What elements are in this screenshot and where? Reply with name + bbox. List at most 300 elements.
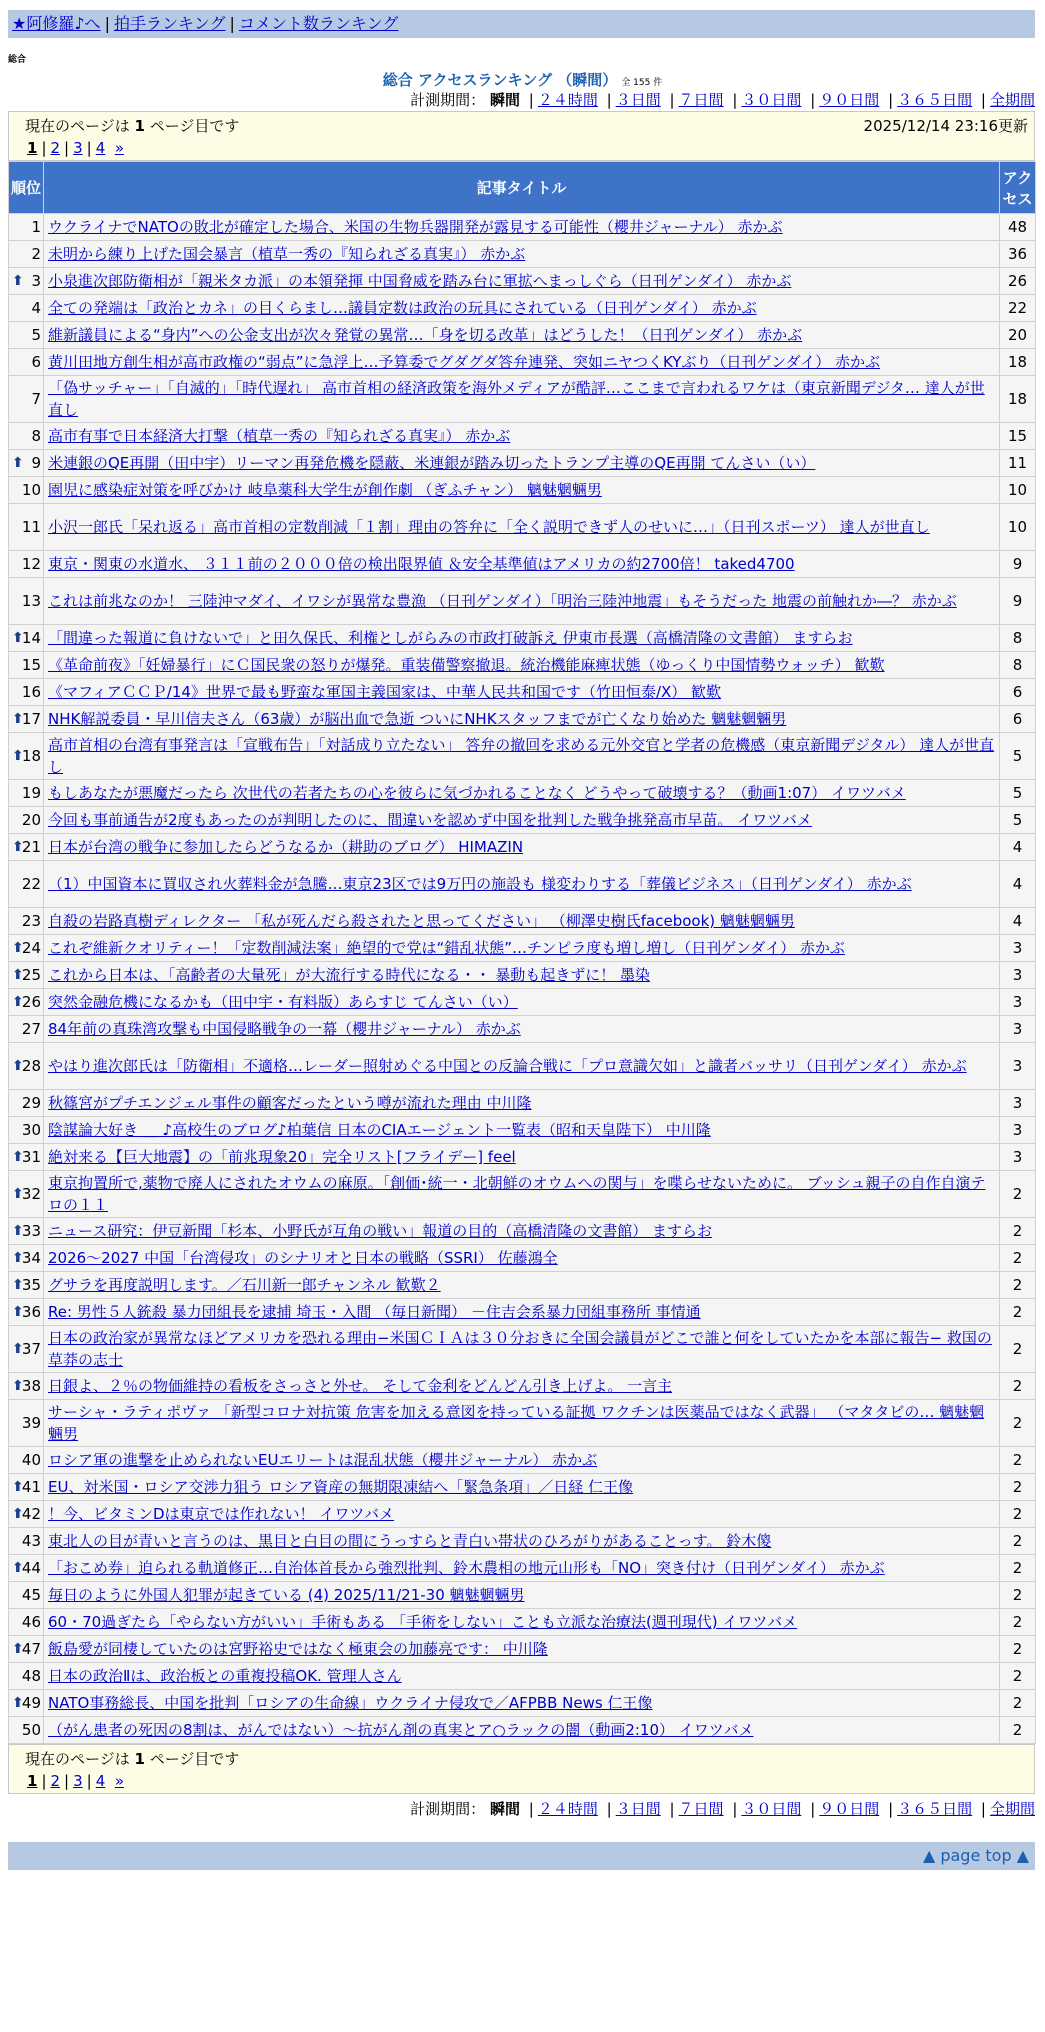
rank-number: 19 — [21, 784, 41, 802]
access-count: 4 — [1000, 861, 1036, 908]
table-row — [9, 1043, 1036, 1090]
title-cell — [44, 1245, 1000, 1272]
ranking-table-body — [9, 214, 1036, 1744]
title-cell — [44, 376, 1000, 423]
table-row — [9, 551, 1036, 578]
title-cell — [44, 1373, 1000, 1400]
rank-cell — [9, 652, 44, 679]
table-row — [9, 1016, 1036, 1043]
article-title-link[interactable]: 米連銀のQE再開（田中宇）リーマン再発危機を隠蔽、米連銀が踏み切ったトランプ主導のQE再開 てんさい（い） — [48, 454, 816, 472]
rank-cell — [9, 1245, 44, 1272]
rank-number: 16 — [21, 683, 41, 701]
table-row — [9, 908, 1036, 935]
rank-cell — [9, 578, 44, 625]
title-cell — [44, 733, 1000, 780]
table-row — [9, 625, 1036, 652]
article-title-link[interactable]: 陰謀論大好き ＿ ♪高校生のブログ♪柏葉信 日本のCIAエージェント一覧表（昭和天皇陛下） 中川隆 — [48, 1121, 711, 1139]
up-arrow-icon: ⬆ — [12, 1058, 24, 1074]
access-count: 9 — [1000, 551, 1036, 578]
pager-top: 1 | 2 | 3 | 4 » — [27, 139, 124, 157]
article-title-link[interactable]: 今回も事前通告が2度もあったのが判明したのに、間違いを認めず中国を批判した戦争挑発高市早苗。 イワツバメ — [48, 811, 812, 829]
title-cell — [44, 1117, 1000, 1144]
article-title-link[interactable]: 2026〜2027 中国「台湾侵攻」のシナリオと日本の戦略（SSRI） 佐藤鴻全 — [48, 1249, 558, 1267]
rank-number: 46 — [21, 1613, 41, 1631]
up-arrow-icon: ⬆ — [12, 1304, 24, 1320]
rank-number: 29 — [21, 1094, 41, 1112]
table-row — [9, 679, 1036, 706]
article-title-link[interactable]: サーシャ・ラティポヴァ 「新型コロナ対抗策 危害を加える意図を持っている証拠 ワクチンは医薬品ではなく武器」 （マタタビの… 魑魅魍魎男 — [48, 1403, 985, 1443]
page-info-box-bottom — [8, 1744, 1035, 1794]
article-title-link[interactable]: 東京拘置所で,薬物で廃人にされたオウムの麻原。「創価･統一・北朝鮮のオウムへの関与」を喋らせないために。 ブッシュ親子の自作自演テロの１１ — [48, 1174, 986, 1214]
table-row — [9, 241, 1036, 268]
access-count: 2 — [1000, 1326, 1036, 1373]
rank-number: 47 — [21, 1640, 41, 1658]
title-cell — [44, 551, 1000, 578]
access-count: 3 — [1000, 935, 1036, 962]
rank-number: 8 — [31, 427, 41, 445]
title-cell — [44, 652, 1000, 679]
access-count: 3 — [1000, 1117, 1036, 1144]
up-arrow-icon: ⬆ — [12, 1277, 24, 1293]
period-365d-link[interactable]: ３６５日間 — [897, 1800, 973, 1818]
title-cell — [44, 1501, 1000, 1528]
table-row — [9, 1582, 1036, 1609]
period-365d-link[interactable]: ３６５日間 — [897, 91, 973, 109]
article-title-link[interactable]: 84年前の真珠湾攻撃も中国侵略戦争の一幕（櫻井ジャーナル） 赤かぶ — [48, 1020, 521, 1038]
access-count: 10 — [1000, 504, 1036, 551]
rank-cell — [9, 1171, 44, 1218]
title-cell — [44, 504, 1000, 551]
article-title-link[interactable]: 《革命前夜》「妊婦暴行」にＣ国民衆の怒りが爆発。重装備警察撤退。統治機能麻痺状態（ゆっくり中国情勢ウォッチ） 歓歎 — [48, 656, 885, 674]
pager-current-page: 1 — [27, 1772, 38, 1790]
article-title-link[interactable]: ！今、ビタミンDは東京では作れない！ イワツバメ — [48, 1505, 395, 1523]
access-count: 4 — [1000, 908, 1036, 935]
ranking-table — [8, 161, 1036, 1744]
article-title-link[interactable]: 東北人の目が青いと言うのは、黒目と白目の間にうっすらと青白い帯状のひろがりがあることっす。 鈴木傻 — [48, 1532, 772, 1550]
rank-cell — [9, 1117, 44, 1144]
rank-cell — [9, 376, 44, 423]
rank-number: 20 — [21, 811, 41, 829]
period-selector-top: 計測期間： 瞬間 | ２４時間 | ３日間 | ７日間 | ３０日間 | ９０日間 | ３６５日間 | 全期間 — [410, 91, 1035, 109]
access-count: 2 — [1000, 1690, 1036, 1717]
period-all-link[interactable]: 全期間 — [989, 91, 1035, 109]
table-row — [9, 504, 1036, 551]
rank-number: 37 — [21, 1340, 41, 1358]
up-arrow-icon: ⬆ — [12, 1186, 24, 1202]
pager-page-4[interactable]: 4 — [95, 139, 106, 157]
title-cell — [44, 241, 1000, 268]
pager-page-3[interactable]: 3 — [73, 1772, 83, 1790]
article-title-link[interactable]: これぞ維新クオリティー！「定数削減法案」絶望的で党は“錯乱状態”…チンピラ度も増し増し（日刊ゲンダイ） 赤かぶ — [48, 939, 845, 957]
top-nav — [8, 10, 1035, 38]
article-title-link[interactable]: EU、対米国・ロシア交渉力狙う ロシア資産の無期限凍結へ「緊急条項」／日経 仁王像 — [48, 1478, 633, 1496]
period-label: 計測期間： — [410, 91, 486, 109]
article-title-link[interactable]: 高市有事で日本経済大打撃（植草一秀の『知られざる真実』） 赤かぶ — [48, 427, 511, 445]
bottom-bar — [8, 1842, 1035, 1870]
rank-cell — [9, 908, 44, 935]
rank-cell — [9, 1090, 44, 1117]
rank-cell — [9, 1663, 44, 1690]
article-title-link[interactable]: 小泉進次郎防衛相が「親米タカ派」の本領発揮 中国脅威を踏み台に軍拡へまっしぐら（日刊ゲンダイ） 赤かぶ — [48, 272, 792, 290]
article-title-link[interactable]: 維新議員による“身内”への公金支出が次々発覚の異常…「身を切る改革」はどうした！（日刊ゲンダイ） 赤かぶ — [48, 326, 803, 344]
rank-cell — [9, 214, 44, 241]
period-all-link[interactable]: 全期間 — [989, 1800, 1035, 1818]
rank-number: 35 — [21, 1276, 41, 1294]
article-title-link[interactable]: （1）中国資本に買収され火葬料金が急騰…東京23区では9万円の施設も 様変わりする「葬儀ビジネス」（日刊ゲンダイ） 赤かぶ — [48, 875, 912, 893]
rank-number: 36 — [21, 1303, 41, 1321]
article-title-link[interactable]: NHK解説委員・早川信夫さん（63歳）が脳出血で急逝 ついにNHKスタッフまでが亡くなり始めた 魑魅魍魎男 — [48, 710, 787, 728]
up-arrow-icon: ⬆ — [12, 1378, 24, 1394]
rank-cell — [9, 1373, 44, 1400]
rank-cell — [9, 1528, 44, 1555]
table-row — [9, 1117, 1036, 1144]
access-count: 2 — [1000, 1555, 1036, 1582]
rank-cell — [9, 1043, 44, 1090]
access-count: 3 — [1000, 1016, 1036, 1043]
table-row — [9, 1144, 1036, 1171]
rank-cell — [9, 1272, 44, 1299]
period-current: 瞬間 — [489, 91, 520, 109]
table-row — [9, 935, 1036, 962]
access-count: 22 — [1000, 295, 1036, 322]
up-arrow-icon: ⬆ — [12, 1223, 24, 1239]
access-count: 3 — [1000, 989, 1036, 1016]
access-count: 26 — [1000, 268, 1036, 295]
rank-number: 40 — [21, 1451, 41, 1469]
period-current: 瞬間 — [489, 1800, 520, 1818]
access-count: 11 — [1000, 450, 1036, 477]
rank-cell — [9, 989, 44, 1016]
title-header: 記事タイトル — [44, 162, 1000, 214]
rank-cell — [9, 834, 44, 861]
access-count: 2 — [1000, 1717, 1036, 1744]
nav-asyura-link[interactable]: ★阿修羅♪へ — [12, 14, 101, 33]
access-count: 6 — [1000, 706, 1036, 733]
rank-number: 41 — [21, 1478, 41, 1496]
rank-cell — [9, 1447, 44, 1474]
access-count: 36 — [1000, 241, 1036, 268]
rank-header: 順位 — [9, 162, 44, 214]
access-count: 2 — [1000, 1373, 1036, 1400]
access-count: 6 — [1000, 679, 1036, 706]
article-title-link[interactable]: ロシア軍の進撃を止められないEUエリートは混乱状態（櫻井ジャーナル） 赤かぶ — [48, 1451, 598, 1469]
rank-cell — [9, 1326, 44, 1373]
article-title-link[interactable]: ウクライナでNATOの敗北が確定した場合、米国の生物兵器開発が露見する可能性（櫻井ジャーナル） 赤かぶ — [48, 218, 783, 236]
article-title-link[interactable]: 絶対来る【巨大地震】の「前兆現象20」完全リスト[フライデー] feel — [48, 1148, 516, 1166]
table-row — [9, 1218, 1036, 1245]
pager-next-link[interactable]: » — [114, 139, 124, 157]
article-title-link[interactable]: これは前兆なのか！ 三陸沖マダイ、イワシが異常な豊漁 （日刊ゲンダイ）「明治三陸沖地震」もそうだった 地震の前触れか―？ 赤かぶ — [48, 592, 957, 610]
rank-cell — [9, 807, 44, 834]
rank-number: 14 — [21, 629, 41, 647]
rank-number: 42 — [21, 1505, 41, 1523]
rank-number: 39 — [21, 1414, 41, 1432]
table-row — [9, 295, 1036, 322]
rank-cell — [9, 1016, 44, 1043]
table-row — [9, 1245, 1036, 1272]
title-cell — [44, 1636, 1000, 1663]
period-label: 計測期間： — [410, 1800, 486, 1818]
access-count: 2 — [1000, 1501, 1036, 1528]
page-info-box-top — [8, 111, 1035, 161]
title-cell — [44, 1043, 1000, 1090]
table-row — [9, 1690, 1036, 1717]
table-row — [9, 1447, 1036, 1474]
article-title-link[interactable]: 自殺の岩路真樹ディレクター 「私が死んだら殺されたと思ってください」 （柳澤史樹氏facebook) 魑魅魍魎男 — [48, 912, 795, 930]
rank-cell — [9, 1400, 44, 1447]
title-cell — [44, 908, 1000, 935]
title-cell — [44, 1474, 1000, 1501]
title-cell — [44, 962, 1000, 989]
rank-number: 48 — [21, 1667, 41, 1685]
article-title-link[interactable]: 毎日のように外国人犯罪が起きている (4) 2025/11/21-30 魑魅魍魎男 — [48, 1586, 525, 1604]
table-row — [9, 1373, 1036, 1400]
rank-number: 10 — [21, 481, 41, 499]
pager-page-2[interactable]: 2 — [50, 1772, 61, 1790]
table-row — [9, 214, 1036, 241]
table-row — [9, 376, 1036, 423]
up-arrow-icon: ⬆ — [12, 1149, 24, 1165]
period-7d-link[interactable]: ７日間 — [678, 1800, 724, 1818]
rank-number: 5 — [31, 326, 41, 344]
table-row — [9, 1326, 1036, 1373]
period-3d-link[interactable]: ３日間 — [615, 1800, 661, 1818]
up-arrow-icon: ⬆ — [12, 1641, 24, 1657]
rank-number: 38 — [21, 1377, 41, 1395]
article-title-link[interactable]: やはり進次郎氏は「防衛相」不適格…レーダー照射めぐる中国との反論合戦に「プロ意識欠如」と識者バッサリ（日刊ゲンダイ） 赤かぶ — [48, 1057, 967, 1075]
pager-page-3[interactable]: 3 — [73, 139, 83, 157]
title-cell — [44, 1400, 1000, 1447]
table-row — [9, 1555, 1036, 1582]
pager-current-page: 1 — [27, 139, 38, 157]
access-count: 5 — [1000, 733, 1036, 780]
table-row — [9, 450, 1036, 477]
article-title-link[interactable]: もしあなたが悪魔だったら 次世代の若者たちの心を彼らに気づかれることなく どうやって破壊する？（動画1:07） イワツバメ — [48, 784, 906, 802]
table-row — [9, 1272, 1036, 1299]
title-cell — [44, 935, 1000, 962]
access-count: 3 — [1000, 1043, 1036, 1090]
rank-number: 27 — [21, 1020, 41, 1038]
rank-number: 30 — [21, 1121, 41, 1139]
rank-cell — [9, 295, 44, 322]
article-title-link[interactable]: 「間違った報道に負けないで」と田久保氏、利権としがらみの市政打破訴え 伊東市長選（高橋清隆の文書館） ますらお — [48, 629, 853, 647]
access-count: 3 — [1000, 962, 1036, 989]
period-7d-link[interactable]: ７日間 — [678, 91, 724, 109]
title-cell — [44, 1528, 1000, 1555]
period-90d-link[interactable]: ９０日間 — [819, 91, 880, 109]
table-row — [9, 706, 1036, 733]
title-cell — [44, 450, 1000, 477]
title-cell — [44, 1447, 1000, 1474]
period-30d-link[interactable]: ３０日間 — [741, 91, 802, 109]
title-cell — [44, 1299, 1000, 1326]
period-3d-link[interactable]: ３日間 — [615, 91, 661, 109]
period-30d-link[interactable]: ３０日間 — [741, 1800, 802, 1818]
nav-clap-ranking-link[interactable]: 拍手ランキング — [113, 14, 226, 33]
nav-separator: | — [104, 14, 110, 33]
title-cell — [44, 807, 1000, 834]
rank-cell — [9, 1609, 44, 1636]
up-arrow-icon: ⬆ — [12, 1560, 24, 1576]
article-title-link[interactable]: 高市首相の台湾有事発言は「宣戦布告」「対話成り立たない」 答弁の撤回を求める元外交官と学者の危機感（東京新聞デジタル） 達人が世直し — [48, 736, 995, 776]
article-title-link[interactable]: 秋篠宮がプチエンジェル事件の顧客だったという噂が流れた理由 中川隆 — [48, 1094, 532, 1112]
updated-time: 2025/12/14 23:16更新 — [863, 117, 1028, 135]
title-cell — [44, 1090, 1000, 1117]
article-title-link[interactable]: 東京・関東の水道水、 ３１１前の２０００倍の検出限界値 ＆安全基準値はアメリカの約2700倍！ taked4700 — [48, 555, 795, 573]
article-title-link[interactable]: （がん患者の死因の8割は、がんではない）〜抗がん剤の真実とア○ラックの闇（動画2:10） イワツバメ — [48, 1721, 754, 1739]
up-arrow-icon: ⬆ — [12, 1479, 24, 1495]
title-cell — [44, 1582, 1000, 1609]
rank-number: 45 — [21, 1586, 41, 1604]
article-title-link[interactable]: 黄川田地方創生相が高市政権の“弱点”に急浮上…予算委でグダグダ答弁連発、突如ニヤつくKYぶり（日刊ゲンダイ） 赤かぶ — [48, 353, 880, 371]
rank-number: 26 — [21, 993, 41, 1011]
rank-number: 28 — [21, 1057, 41, 1075]
rank-cell — [9, 268, 44, 295]
table-row — [9, 477, 1036, 504]
title-cell — [44, 780, 1000, 807]
article-title-link[interactable]: 《マフィアＣＣＰ/14》世界で最も野蛮な軍国主義国家は、中華人民共和国です（竹田恒泰/X） 歓歎 — [48, 683, 722, 701]
rank-number: 21 — [21, 838, 41, 856]
table-row — [9, 1663, 1036, 1690]
up-arrow-icon: ⬆ — [12, 1695, 24, 1711]
rank-number: 1 — [31, 218, 41, 236]
total-count: 全 155 件 — [621, 78, 663, 88]
rank-number: 32 — [21, 1185, 41, 1203]
table-row — [9, 733, 1036, 780]
title-cell — [44, 1272, 1000, 1299]
table-row — [9, 834, 1036, 861]
access-count: 5 — [1000, 780, 1036, 807]
access-count: 2 — [1000, 1272, 1036, 1299]
table-row — [9, 1636, 1036, 1663]
rank-cell — [9, 1717, 44, 1744]
nav-comment-ranking-link[interactable]: コメント数ランキング — [238, 14, 399, 33]
rank-cell — [9, 349, 44, 376]
up-arrow-icon: ⬆ — [12, 711, 24, 727]
table-row — [9, 1501, 1036, 1528]
title-cell — [44, 1144, 1000, 1171]
article-title-link[interactable]: 園児に感染症対策を呼びかけ 岐阜薬科大学生が創作劇 （ぎふチャン） 魑魅魍魎男 — [48, 481, 602, 499]
up-arrow-icon: ⬆ — [12, 748, 24, 764]
pager-page-2[interactable]: 2 — [50, 139, 61, 157]
access-count: 4 — [1000, 834, 1036, 861]
title-cell — [44, 861, 1000, 908]
article-title-link[interactable]: NATO事務総長、中国を批判「ロシアの生命線」ウクライナ侵攻で／AFPBB News 仁王像 — [48, 1694, 653, 1712]
article-title-link[interactable]: 全ての発端は「政治とカネ」の目くらまし…議員定数は政治の玩具にされている（日刊ゲンダイ） 赤かぶ — [48, 299, 757, 317]
table-row — [9, 1299, 1036, 1326]
title-cell — [44, 214, 1000, 241]
access-count: 10 — [1000, 477, 1036, 504]
pager-page-4[interactable]: 4 — [95, 1772, 106, 1790]
access-count: 9 — [1000, 578, 1036, 625]
access-count: 2 — [1000, 1528, 1036, 1555]
rank-number: 24 — [21, 939, 41, 957]
rank-number: 44 — [21, 1559, 41, 1577]
rank-number: 50 — [21, 1721, 41, 1739]
up-arrow-icon: ⬆ — [12, 940, 24, 956]
title-cell — [44, 989, 1000, 1016]
rank-number: 4 — [31, 299, 41, 317]
rank-cell — [9, 1218, 44, 1245]
access-count: 2 — [1000, 1171, 1036, 1218]
access-count: 3 — [1000, 1144, 1036, 1171]
article-title-link[interactable]: 60・70過ぎたら「やらない方がいい」手術もある 「手術をしない」ことも立派な治療法(週刊現代) イワツバメ — [48, 1613, 798, 1631]
article-title-link[interactable]: ニュース研究：伊豆新聞「杉本、小野氏が互角の戦い」報道の目的（高橋清隆の文書館） ますらお — [48, 1222, 713, 1240]
table-row — [9, 807, 1036, 834]
article-title-link[interactable]: これから日本は、「高齢者の大量死」が大流行する時代になる・・ 暴動も起きずに！ 墨染 — [48, 966, 651, 984]
nav-separator: | — [229, 14, 235, 33]
article-title-link[interactable]: 日本の政治家が異常なほどアメリカを恐れる理由−米国ＣＩＡは３０分おきに全国会議員がどこで誰と何をしていたかを本部に報告− 救国の草莽の志士 — [48, 1329, 992, 1369]
access-count: 18 — [1000, 349, 1036, 376]
access-count: 8 — [1000, 652, 1036, 679]
rank-number: 49 — [21, 1694, 41, 1712]
title-cell — [44, 268, 1000, 295]
title-cell — [44, 834, 1000, 861]
access-count: 2 — [1000, 1245, 1036, 1272]
article-title-link[interactable]: 日本の政治Ⅱは、政治板との重複投稿OK. 管理人さん — [48, 1667, 402, 1685]
period-24h-link[interactable]: ２４時間 — [537, 91, 598, 109]
title-cell — [44, 1690, 1000, 1717]
up-arrow-icon: ⬆ — [12, 1250, 24, 1266]
rank-number: 9 — [31, 454, 41, 472]
current-page-text: 現在のページは 1 ページ目です — [25, 1750, 240, 1768]
table-row — [9, 1171, 1036, 1218]
table-row — [9, 652, 1036, 679]
access-count: 15 — [1000, 423, 1036, 450]
article-title-link[interactable]: 突然金融危機になるかも（田中宇・有料版）あらすじ てんさい（い） — [48, 993, 518, 1011]
page-top-link[interactable]: ▲ page top ▲ — [922, 1846, 1029, 1865]
article-title-link[interactable]: 小沢一郎氏「呆れ返る」高市首相の定数削減「１割」理由の答弁に「全く説明できず人のせいに…」（日刊スポーツ） 達人が世直し — [48, 518, 930, 536]
access-count: 8 — [1000, 625, 1036, 652]
table-row — [9, 423, 1036, 450]
rank-cell — [9, 322, 44, 349]
title-cell — [44, 1171, 1000, 1218]
period-24h-link[interactable]: ２４時間 — [537, 1800, 598, 1818]
up-arrow-icon: ⬆ — [12, 994, 24, 1010]
article-title-link[interactable]: グサラを再度説明します。／石川新一郎チャンネル 歓歎２ — [48, 1276, 441, 1294]
rank-number: 22 — [21, 875, 41, 893]
rank-cell — [9, 1299, 44, 1326]
table-row — [9, 1474, 1036, 1501]
title-cell — [44, 578, 1000, 625]
article-title-link[interactable]: Re: 男性５人銃殺 暴力団組長を逮捕 埼玉・入間 （毎日新聞） －住吉会系暴力団組事務所 事情通 — [48, 1303, 701, 1321]
up-arrow-icon: ⬆ — [12, 839, 24, 855]
table-row — [9, 322, 1036, 349]
title-cell — [44, 295, 1000, 322]
article-title-link[interactable]: 「偽サッチャー」「自滅的」「時代遅れ」 高市首相の経済政策を海外メディアが酷評…ここまで言われるワケは（東京新聞デジタ… 達人が世直し — [48, 379, 985, 419]
rank-cell — [9, 450, 44, 477]
period-90d-link[interactable]: ９０日間 — [819, 1800, 880, 1818]
rank-cell — [9, 679, 44, 706]
title-cell — [44, 1326, 1000, 1373]
access-count: 2 — [1000, 1582, 1036, 1609]
rank-number: 7 — [31, 390, 41, 408]
article-title-link[interactable]: 飯島愛が同棲していたのは宮野裕史ではなく極東会の加藤亮です： 中川隆 — [48, 1640, 548, 1658]
access-count: 2 — [1000, 1636, 1036, 1663]
rank-cell — [9, 935, 44, 962]
title-cell — [44, 322, 1000, 349]
pager-next-link[interactable]: » — [114, 1772, 124, 1790]
rank-number: 3 — [31, 272, 41, 290]
article-title-link[interactable]: 「おこめ券」迫られる軌道修正…自治体首長から強烈批判、鈴木農相の地元山形も「NO」突き付け（日刊ゲンダイ） 赤かぶ — [48, 1559, 885, 1577]
rank-number: 17 — [21, 710, 41, 728]
pager-bottom: 1 | 2 | 3 | 4 » — [27, 1772, 124, 1790]
rank-number: 12 — [21, 555, 41, 573]
article-title-link[interactable]: 日銀よ、２％の物価維持の看板をさっさと外せ。 そして金利をどんどん引き上げよ。 一言主 — [48, 1377, 673, 1395]
rank-cell — [9, 1582, 44, 1609]
article-title-link[interactable]: 未明から練り上げた国会暴言（植草一秀の『知られざる真実』） 赤かぶ — [48, 245, 526, 263]
article-title-link[interactable]: 日本が台湾の戦争に参加したらどうなるか（耕助のブログ） HIMAZIN — [48, 838, 524, 856]
